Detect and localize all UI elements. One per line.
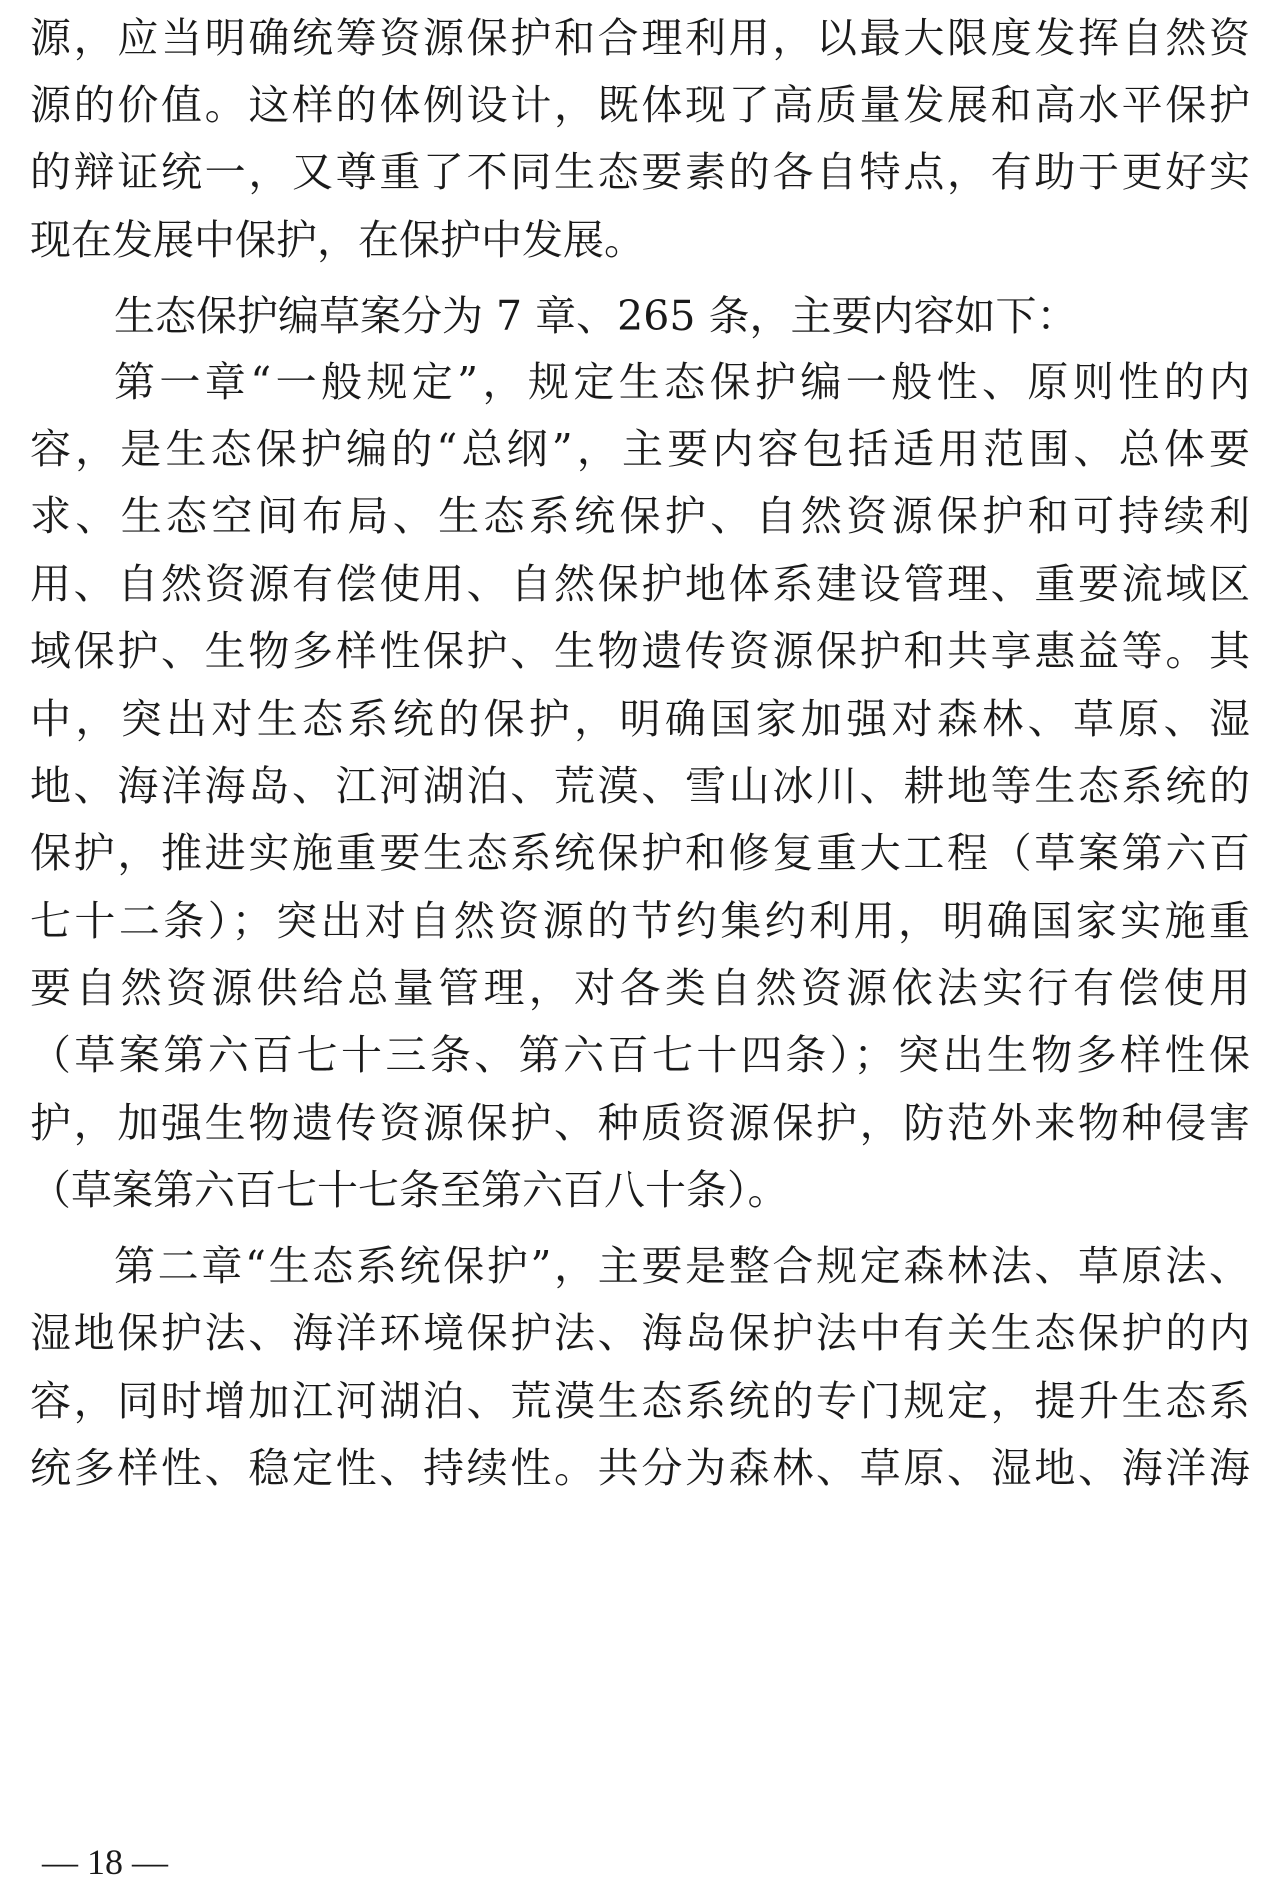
text-line-19: 第二章“生态系统保护”，主要是整合规定森林法、草原法、	[114, 1242, 1250, 1290]
page-number: — 18 —	[42, 1842, 168, 1882]
text-line-3: 的辩证统一，又尊重了不同生态要素的各自特点，有助于更好实	[30, 148, 1250, 196]
text-line-7: 容，是生态保护编的“总纲”，主要内容包括适用范围、总体要	[30, 425, 1250, 473]
text-line-4: 现在发展中保护，在保护中发展。	[30, 216, 645, 264]
text-line-12: 地、海洋海岛、江河湖泊、荒漠、雪山冰川、耕地等生态系统的	[30, 762, 1250, 810]
text-line-2: 源的价值。这样的体例设计，既体现了高质量发展和高水平保护	[30, 81, 1250, 129]
text-line-13: 保护，推进实施重要生态系统保护和修复重大工程（草案第六百	[30, 829, 1250, 877]
text-line-20: 湿地保护法、海洋环境保护法、海岛保护法中有关生态保护的内	[30, 1309, 1250, 1357]
text-line-8: 求、生态空间布局、生态系统保护、自然资源保护和可持续利	[30, 492, 1250, 540]
text-line-17: 护，加强生物遗传资源保护、种质资源保护，防范外来物种侵害	[30, 1099, 1250, 1147]
text-line-21: 容，同时增加江河湖泊、荒漠生态系统的专门规定，提升生态系	[30, 1377, 1250, 1425]
text-line-1: 源，应当明确统筹资源保护和合理利用，以最大限度发挥自然资	[30, 14, 1250, 62]
paragraph-intro: 生态保护编草案分为 7 章、265 条，主要内容如下：	[114, 292, 1078, 340]
text-line-15: 要自然资源供给总量管理，对各类自然资源依法实行有偿使用	[30, 964, 1250, 1012]
text-line-22: 统多样性、稳定性、持续性。共分为森林、草原、湿地、海洋海	[30, 1444, 1250, 1492]
text-line-9: 用、自然资源有偿使用、自然保护地体系建设管理、重要流域区	[30, 560, 1250, 608]
text-line-18: （草案第六百七十七条至第六百八十条）。	[30, 1166, 789, 1214]
text-line-6: 第一章“一般规定”，规定生态保护编一般性、原则性的内	[114, 358, 1250, 406]
text-line-16: （草案第六百七十三条、第六百七十四条）；突出生物多样性保	[30, 1031, 1250, 1079]
text-line-11: 中，突出对生态系统的保护，明确国家加强对森林、草原、湿	[30, 695, 1250, 743]
text-line-10: 域保护、生物多样性保护、生物遗传资源保护和共享惠益等。其	[30, 627, 1250, 675]
text-line-14: 七十二条）；突出对自然资源的节约集约利用，明确国家实施重	[30, 897, 1250, 945]
